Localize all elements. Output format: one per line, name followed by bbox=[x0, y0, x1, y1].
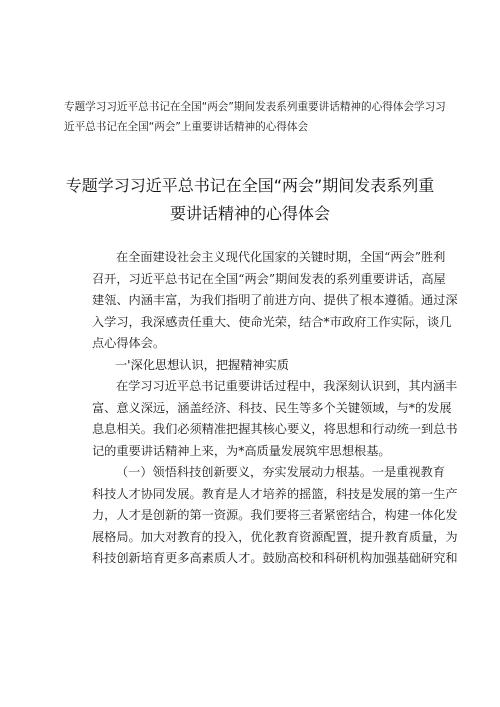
paragraph-line: 点心得体会。 bbox=[92, 336, 166, 350]
section-heading: 一'深化思想认识，把握精神实质 bbox=[115, 357, 289, 372]
paragraph-line: 富、意义深远，涵盖经济、科技、民生等多个关键领域，与*的发展 bbox=[92, 400, 452, 415]
paragraph-intro bbox=[92, 247, 458, 355]
paragraph-line: 息息相关。我们必须精准把握其核心要义，将思想和行动统一到总书 bbox=[92, 422, 458, 436]
paragraph-tech-innovation bbox=[92, 462, 458, 570]
document-body bbox=[92, 247, 458, 570]
paragraph-line: 入学习，我深感责任重大、使命光荣，结合*市政府工作实际，谈几 bbox=[92, 314, 452, 329]
header-line-1: 专题学习习近平总书记在全国“两会”期间发表系列重要讲话精神的心得体会学习习 bbox=[64, 101, 446, 113]
paragraph-line: 召开，习近平总书记在全国“两会”期间发表的系列重要讲话，高屋 bbox=[92, 271, 446, 286]
paragraph-line: （一）领悟科技创新要义，夯实发展动力根基。一是重视教育 bbox=[116, 465, 446, 479]
paragraph-line: 展格局。加大对教育的投入，优化教育资源配置，提升教育质量，为 bbox=[92, 529, 458, 544]
paragraph-understanding bbox=[92, 376, 458, 462]
title-line-2: 要讲话精神的心得体会 bbox=[169, 204, 330, 223]
paragraph-line: 科技人才协同发展。教育是人才培养的摇篮，科技是发展的第一生产 bbox=[92, 486, 458, 501]
document-header bbox=[64, 97, 454, 137]
paragraph-line: 建瓴、内涵丰富，为我们指明了前进方向、提供了根本遵循。通过深 bbox=[92, 293, 458, 307]
paragraph-line: 科技创新培育更多高素质人才。鼓励高校和科研机构加强基础研究和 bbox=[92, 551, 458, 565]
paragraph-line: 力，人才是创新的第一资源。我们要将三者紧密结合，构建一体化发 bbox=[92, 508, 458, 522]
document-title bbox=[60, 172, 440, 228]
paragraph-line: 在全面建设社会主义现代化国家的关键时期，全国“两会”胜利 bbox=[116, 250, 446, 264]
paragraph-line: 在学习习近平总书记重要讲话过程中，我深刻认识到，其内涵丰 bbox=[116, 379, 458, 393]
title-line-1: 专题学习习近平总书记在全国“两会”期间发表系列重 bbox=[65, 176, 435, 195]
paragraph-line: 记的重要讲话精神上来，为*高质量发展筑牢思想根基。 bbox=[92, 443, 391, 458]
header-line-2: 近平总书记在全国“两会”上重要讲话精神的心得体会 bbox=[64, 121, 309, 133]
